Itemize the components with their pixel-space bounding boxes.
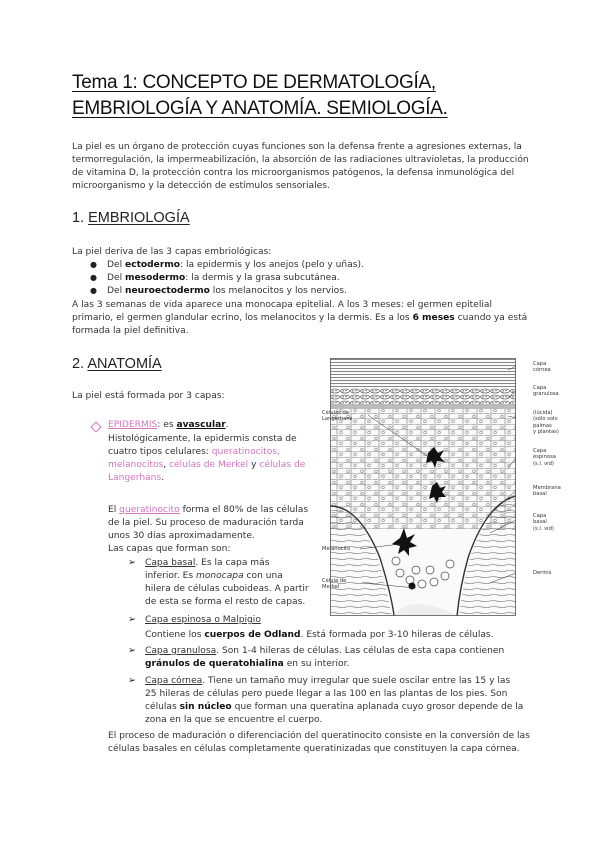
paragraph-line: formada la piel definitiva. bbox=[72, 326, 189, 336]
paragraph-line: A las 3 semanas de vida aparece una monocapa epitelial. A los 3 meses: el germen epitelial bbox=[72, 300, 492, 310]
paragraph-line: La piel deriva de las 3 capas embriológicas: bbox=[72, 247, 272, 257]
paragraph-line: El proceso de maduración o diferenciación del queratinocito consiste en la conversión de las bbox=[108, 731, 530, 741]
bullet-item: Del neuroectodermo los melanocitos y los nervios. bbox=[107, 286, 347, 296]
figure-label-basal: Capa basal (s.l. vid) bbox=[533, 513, 554, 532]
section-heading-embriologia bbox=[72, 210, 190, 226]
arrow-bullet-icon: ➢ bbox=[128, 645, 136, 656]
arrow-bullet-icon: ➢ bbox=[128, 557, 136, 568]
bullet-dot: ● bbox=[90, 273, 97, 282]
paragraph-line: El queratinocito forma el 80% de las células bbox=[108, 505, 309, 515]
paragraph-line: Contiene los cuerpos de Odland. Está formada por 3-10 hileras de células. bbox=[145, 630, 494, 640]
arrow-bullet-icon: ➢ bbox=[128, 614, 136, 625]
paragraph-line: de esta se forma el resto de capas. bbox=[145, 597, 306, 607]
paragraph-line: cuatro tipos celulares: queratinocitos, bbox=[108, 447, 280, 457]
section-number: 1. bbox=[72, 210, 85, 226]
paragraph-line: zona en la que se encuentre el cuerpo. bbox=[145, 715, 323, 725]
figure-label-melanocito: Melanocito bbox=[322, 546, 351, 552]
section-heading-anatomia bbox=[72, 356, 162, 372]
bullet-item: Del ectodermo: la epidermis y los anejos (pelo y uñas). bbox=[107, 260, 364, 270]
paragraph-line: células sin núcleo que forman una queratina aplanada cuyo grosor depende de la bbox=[145, 702, 524, 712]
page-title-line-2: EMBRIOLOGÍA Y ANATOMÍA. SEMIOLOGÍA. bbox=[72, 98, 448, 119]
paragraph-line: de la piel. Su proceso de maduración tarda bbox=[108, 518, 304, 528]
paragraph-line: Capa córnea. Tiene un tamaño muy irregular que suele oscilar entre las 15 y las bbox=[145, 676, 511, 686]
paragraph-line: 25 hileras de células pero puede llegar a las 100 en las plantas de los pies. Son bbox=[145, 689, 508, 699]
section-title: ANATOMÍA bbox=[87, 356, 162, 372]
figure-label-lucida: (lúcida) (sólo solo palmas y plantas) bbox=[533, 410, 559, 435]
figure-label-dermis: Dermis bbox=[533, 570, 552, 576]
paragraph-line: Capa espinosa o Malpigio bbox=[145, 615, 261, 625]
section-number: 2. bbox=[72, 356, 85, 372]
intro-line: termorregulación, la impermeabilización, la absorción de las radiaciones ultravioletas, la producción bbox=[72, 155, 529, 165]
bullet-dot: ● bbox=[90, 260, 97, 269]
paragraph-line: inferior. Es monocapa con una bbox=[145, 571, 283, 581]
paragraph-line: hilera de células cuboideas. A partir bbox=[145, 584, 309, 594]
paragraph-line: primario, el germen glandular ecrino, los melanocitos y la dermis. Es a los 6 meses cuando ya está bbox=[72, 313, 528, 323]
figure-label-espinosa: Capa espinosa (s.l. vid) bbox=[533, 448, 556, 467]
bullet-item: Del mesodermo: la dermis y la grasa subcutánea. bbox=[107, 273, 340, 283]
paragraph-line: células basales en células completamente queratinizadas que constituyen la capa córnea. bbox=[108, 744, 520, 754]
paragraph-line: Capa granulosa. Son 1-4 hileras de células. Las células de esta capa contienen bbox=[145, 646, 505, 656]
paragraph-line: La piel está formada por 3 capas: bbox=[72, 391, 225, 401]
epidermis-heading: EPIDERMIS: es avascular. bbox=[108, 420, 229, 430]
paragraph-line: melanocitos, células de Merkel y células de bbox=[108, 460, 306, 470]
figure-label-langerhans: Células de Langerhans bbox=[322, 410, 353, 423]
diamond-bullet-icon bbox=[90, 421, 101, 432]
section-title: EMBRIOLOGÍA bbox=[88, 210, 190, 226]
figure-label-membrana-basal: Membrana basal bbox=[533, 485, 561, 498]
paragraph-line: gránulos de queratohialina en su interior. bbox=[145, 659, 350, 669]
paragraph-line: Capa basal. Es la capa más bbox=[145, 558, 270, 568]
figure-pointer-lines bbox=[320, 358, 540, 616]
paragraph-line: unos 30 días aproximadamente. bbox=[108, 531, 255, 541]
intro-line: La piel es un órgano de protección cuyas funciones son la defensa frente a agresiones externas, la bbox=[72, 142, 522, 152]
paragraph-line: Histológicamente, la epidermis consta de bbox=[108, 434, 297, 444]
figure-label-merkel: Célula de Merkel bbox=[322, 578, 347, 591]
figure-label-cornea: Capa córnea bbox=[533, 361, 551, 374]
paragraph-line: Langerhans. bbox=[108, 473, 165, 483]
arrow-bullet-icon: ➢ bbox=[128, 675, 136, 686]
paragraph-line: Las capas que forman son: bbox=[108, 544, 231, 554]
page-title-line-1: Tema 1: CONCEPTO DE DERMATOLOGÍA, bbox=[72, 72, 436, 93]
bullet-dot: ● bbox=[90, 286, 97, 295]
figure-label-granulosa: Capa granulosa bbox=[533, 385, 559, 398]
intro-line: microorganismo y la detección de estímulos sensoriales. bbox=[72, 181, 330, 191]
intro-line: de vitamina D, la protección contra los microorganismos patógenos, la defensa inmunológica del bbox=[72, 168, 515, 178]
